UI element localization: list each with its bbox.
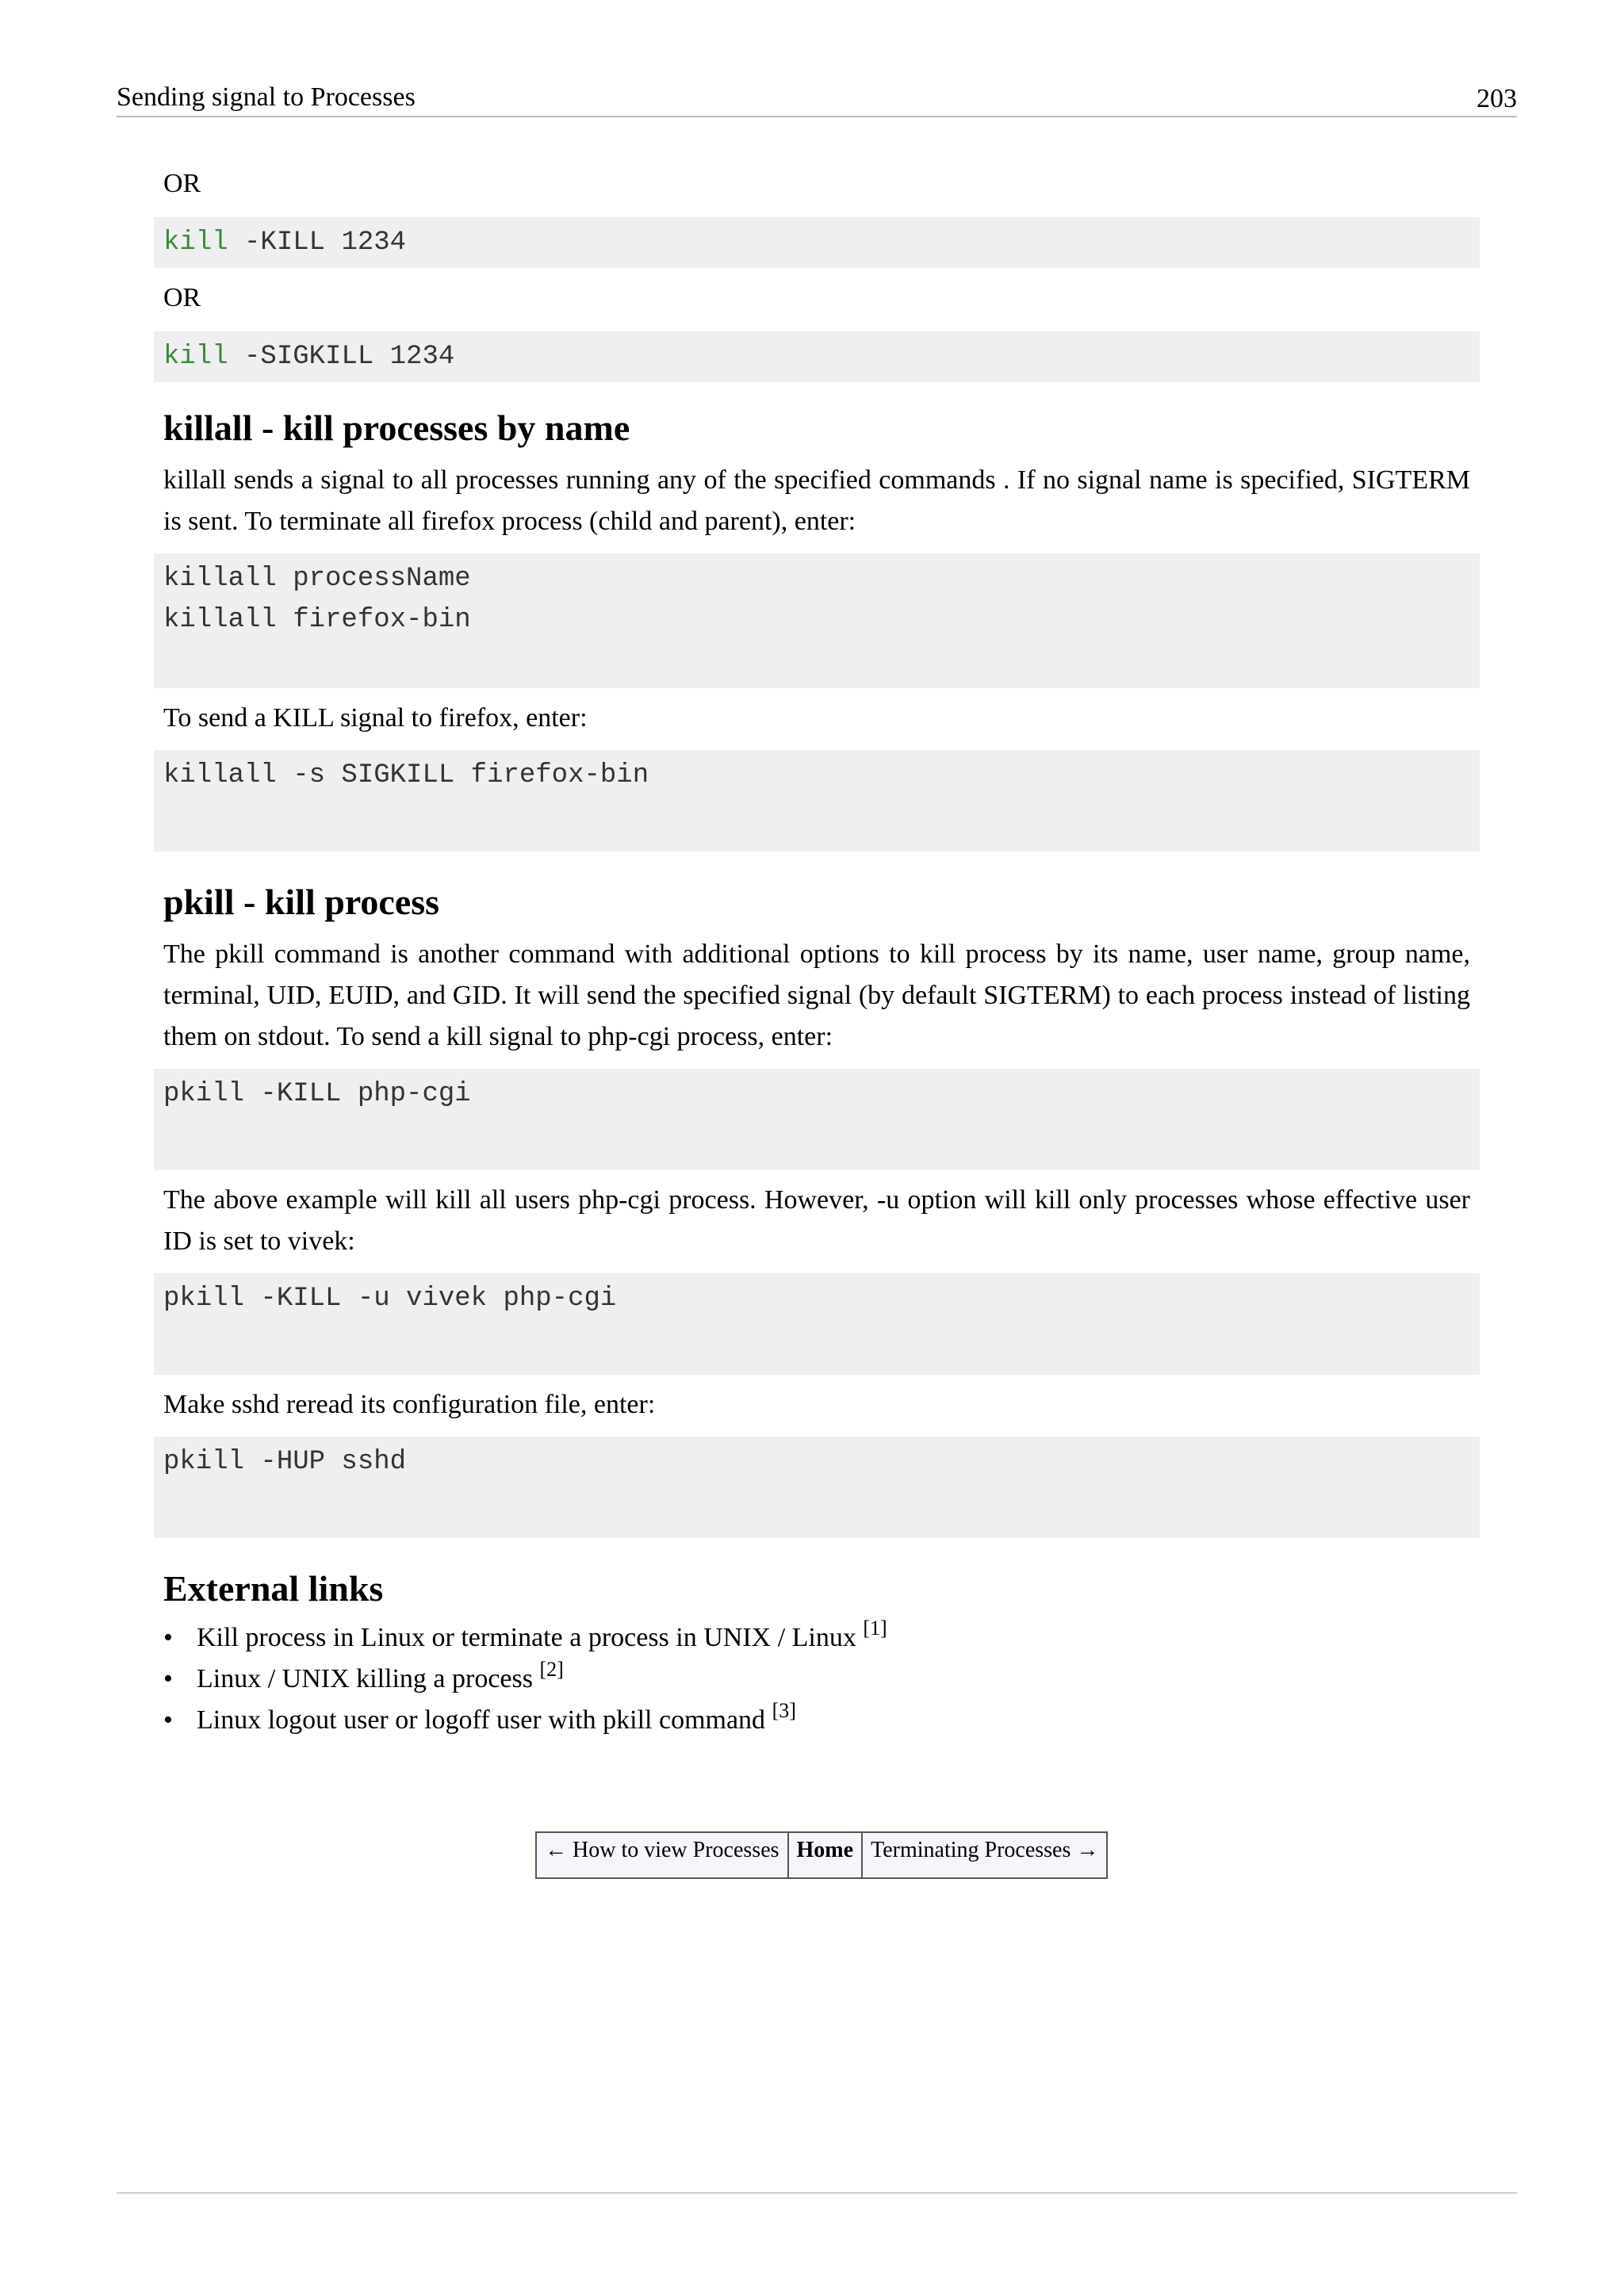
navigation-table	[535, 1831, 1108, 1879]
footer-rule	[117, 2192, 1517, 2194]
reference-marker[interactable]: [3]	[772, 1699, 796, 1722]
bullet: •	[163, 1664, 173, 1693]
or-text: OR	[163, 283, 201, 312]
page-header	[117, 76, 1517, 117]
code-block-pkill-user: pkill -KILL -u vivek php-cgi	[154, 1273, 1480, 1375]
reference-marker[interactable]: [2]	[539, 1658, 564, 1681]
code-args: -SIGKILL 1234	[228, 342, 455, 372]
paragraph: Make sshd reread its configuration file, enter:	[163, 1390, 656, 1419]
external-link-text[interactable]: Linux / UNIX killing a process	[197, 1664, 540, 1693]
code-args: -KILL 1234	[228, 228, 407, 258]
main-content	[163, 163, 1470, 1741]
external-links-list	[163, 1617, 1470, 1741]
running-title: Sending signal to Processes	[117, 82, 416, 112]
nav-prev-link[interactable]: ← How to view Processes	[536, 1832, 788, 1878]
code-block-killall-sigkill: killall -s SIGKILL firefox-bin	[154, 750, 1480, 851]
paragraph: killall sends a signal to all processes running any of the specified commands . If no signal name is specified, SIGTERM is sent. To terminate all firefox process (child and parent), enter:	[163, 465, 1470, 536]
external-link-text[interactable]: Kill process in Linux or terminate a process in UNIX / Linux	[197, 1623, 864, 1652]
reference-marker[interactable]: [1]	[863, 1617, 887, 1640]
code-block-kill-kill	[154, 217, 1480, 268]
external-link-item[interactable]	[163, 1700, 1470, 1741]
or-text: OR	[163, 169, 201, 198]
code-block-pkill-hup: pkill -HUP sshd	[154, 1437, 1480, 1538]
external-link-text[interactable]: Linux logout user or logoff user with pkill command	[197, 1705, 772, 1735]
external-link-item[interactable]	[163, 1617, 1470, 1659]
nav-next-link[interactable]: Terminating Processes →	[862, 1832, 1107, 1878]
paragraph: To send a KILL signal to firefox, enter:	[163, 703, 588, 733]
code-block-pkill-php: pkill -KILL php-cgi	[154, 1069, 1480, 1170]
section-heading-external-links: External links	[163, 1568, 384, 1609]
external-link-item[interactable]	[163, 1659, 1470, 1700]
code-keyword: kill	[163, 342, 228, 372]
bullet: •	[163, 1705, 173, 1735]
bullet: •	[163, 1623, 173, 1652]
code-block-kill-sigkill	[154, 331, 1480, 382]
section-heading-killall: killall - kill processes by name	[163, 408, 630, 448]
paragraph: The above example will kill all users php-cgi process. However, -u option will kill only processes whose effective user ID is set to vivek:	[163, 1185, 1470, 1256]
paragraph: The pkill command is another command with additional options to kill process by its name, user name, group name, terminal, UID, EUID, and GID. It will send the specified signal (by default SIGTERM) to each process instead of listing them on stdout. To send a kill signal to php-cgi process, enter:	[163, 939, 1470, 1051]
code-keyword: kill	[163, 228, 228, 258]
section-heading-pkill: pkill - kill process	[163, 882, 440, 922]
nav-home-link[interactable]: Home	[788, 1832, 863, 1878]
page-number: 203	[1477, 84, 1517, 113]
code-block-killall-names: killall processName killall firefox-bin	[154, 553, 1480, 688]
